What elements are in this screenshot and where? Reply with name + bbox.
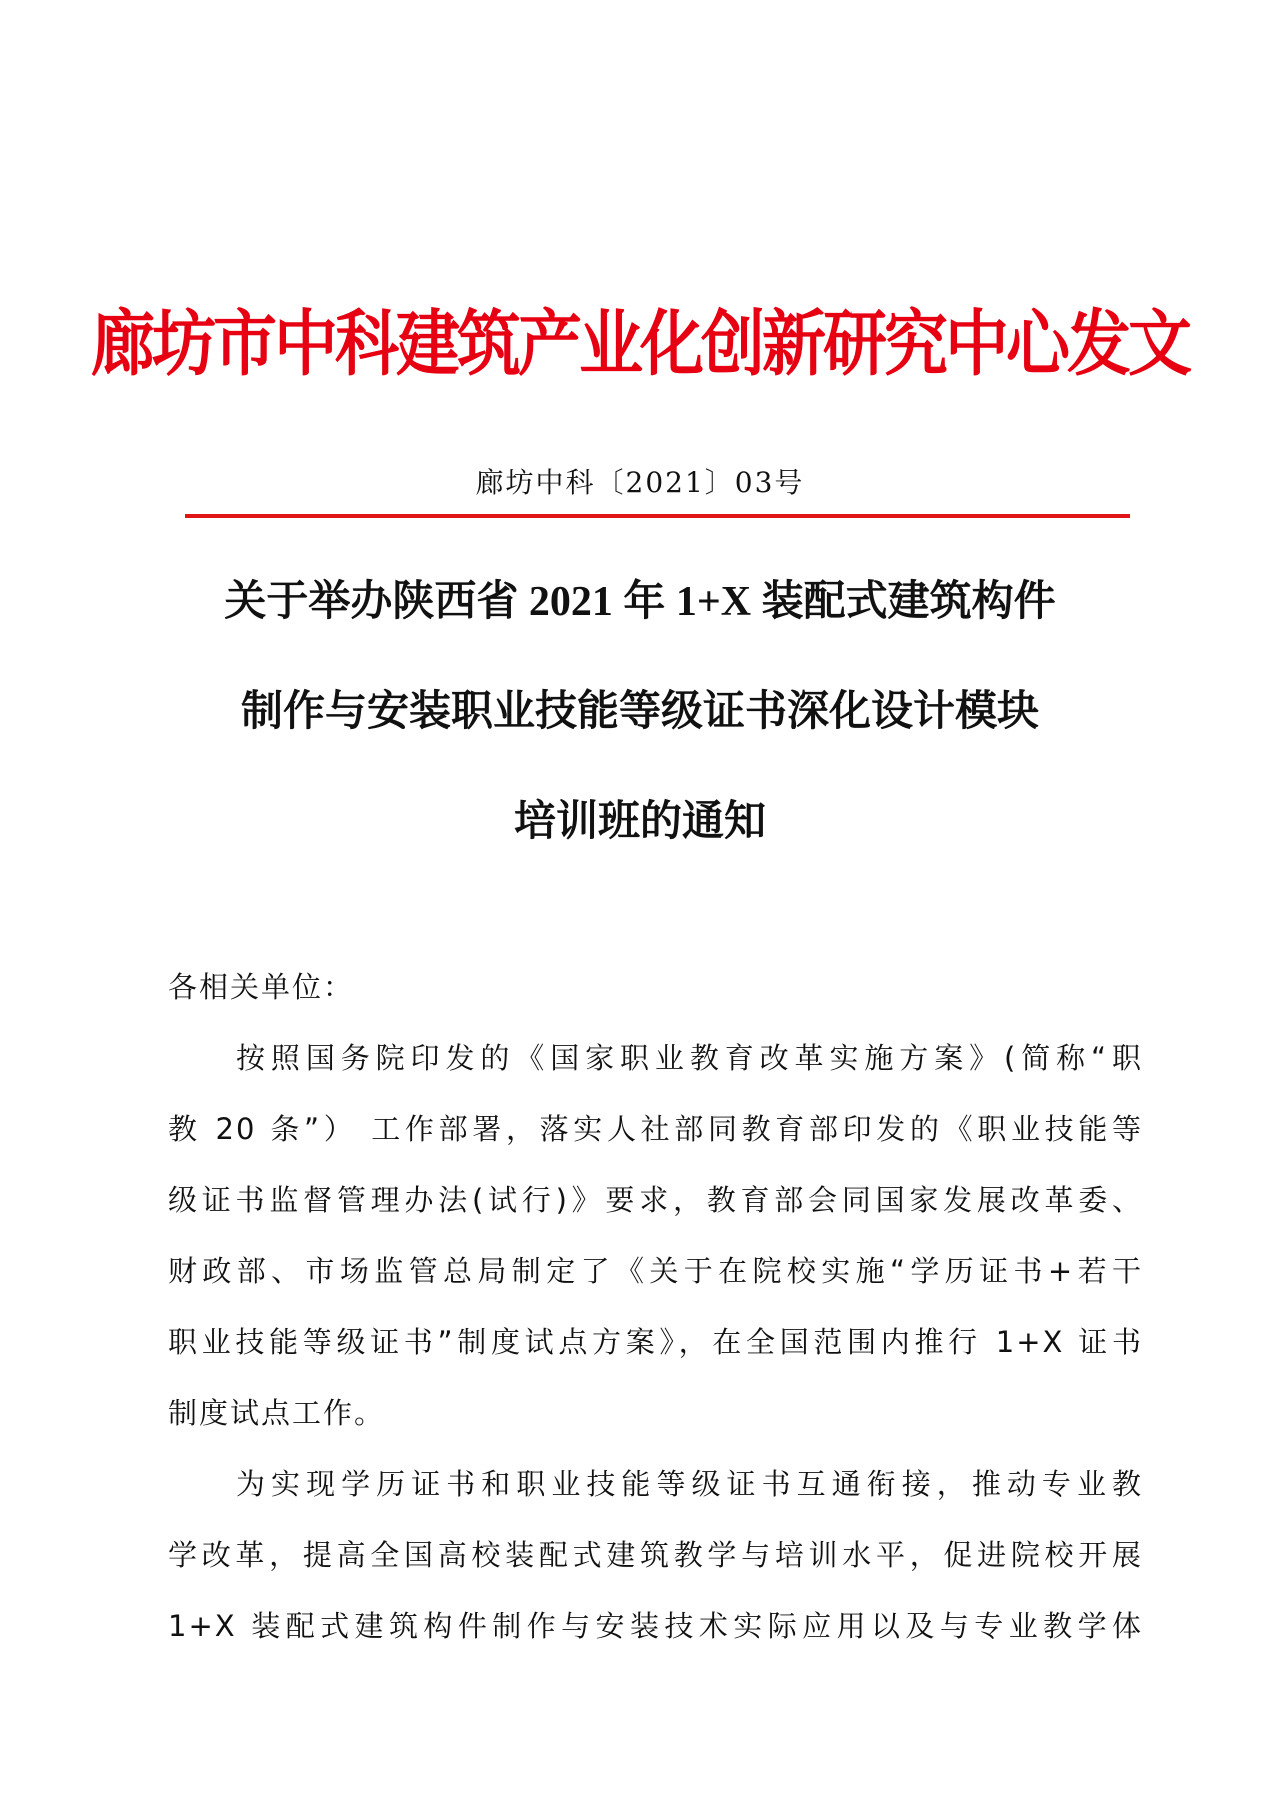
- title-line: 培训班的通知: [513, 799, 766, 845]
- title-line: 制作与安装职业技能等级证书深化设计模块: [240, 689, 1039, 735]
- paragraph-line: 为实现学历证书和职业技能等级证书互通衔接，推动专业教: [236, 1467, 1143, 1501]
- document-body: [168, 965, 1143, 1675]
- title-line: 关于举办陕西省 2021 年 1+X 装配式建筑构件: [224, 579, 1056, 625]
- paragraph-line: 学改革，提高全国高校装配式建筑教学与培训水平，促进院校开展: [168, 1538, 1143, 1572]
- paragraph-line: 职业技能等级证书”制度试点方案》，在全国范围内推行 1+X 证书: [168, 1325, 1143, 1359]
- paragraph-line: 按照国务院印发的《国家职业教育改革实施方案》(简称“职: [236, 1041, 1143, 1075]
- paragraph-line: 制度试点工作。: [168, 1396, 386, 1430]
- issuer-header: 廊坊市中科建筑产业化创新研究中心发文: [91, 304, 1189, 384]
- salutation: 各相关单位：: [168, 970, 355, 1004]
- paragraph-line: 财政部、市场监管总局制定了《关于在院校实施“学历证书+若干: [168, 1254, 1143, 1288]
- document-title: [0, 572, 1280, 902]
- paragraph-line: 级证书监督管理办法(试行)》要求，教育部会同国家发展改革委、: [168, 1183, 1143, 1217]
- paragraph-line: 教 20 条”） 工作部署，落实人社部同教育部印发的《职业技能等: [168, 1112, 1143, 1146]
- document-number: 廊坊中科〔2021〕03号: [475, 466, 805, 499]
- red-divider-rule: [185, 514, 1130, 518]
- paragraph-line: 1+X 装配式建筑构件制作与安装技术实际应用以及与专业教学体: [168, 1609, 1143, 1643]
